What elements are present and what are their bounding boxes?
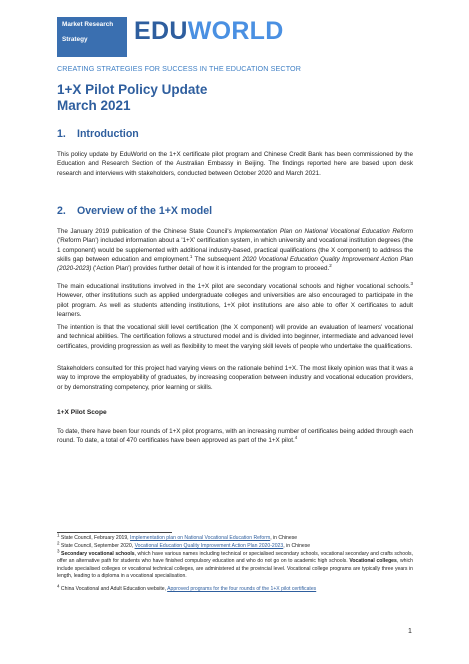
pilot-scope-subheading: 1+X Pilot Scope	[57, 409, 107, 416]
title-line-2: March 2021	[57, 98, 131, 113]
logo-line-1: Market Research	[62, 21, 114, 28]
section-1-number: 1.	[57, 128, 66, 140]
footnote-1-link[interactable]: Implementation plan on National Vocational Education Reform	[130, 535, 271, 541]
overview-paragraph-3: The intention is that the vocational skill level certification (the X component) will provide an evaluation of learners' vocational and technical abilities. The certification follows a structured model and is divided into beginner, intermediate and advanced level certificates, providing progression as well as flexibility to meet the varying skill levels of people who undertake the qualifications.	[57, 324, 413, 350]
footnote-3: $^3$ Secondary vocational schools, which have various names including technical or specialised secondary schools, vocational secondary and crafts schools, offer an alternative path for students who have finished compulsory education and who do not go on to academic high schools. Vocational colleges, which include specialised colleges or vocational technical colleges, are administered at the provincial level. Vocational college programs are typically three years in length, leading to a diploma in a vocational specialisation.	[57, 548, 414, 579]
overview-paragraph-2: The main educational institutions involved in the 1+X pilot are secondary vocational schools and higher vocational schools.$^3$ However, other institutions such as applied undergraduate colleges and universities are also encouraged to participate in the pilot program. As well as students attending institutions, 1+X pilot institutions are also able to offer X certificates to adult learners.	[57, 280, 413, 318]
section-2-heading	[57, 205, 212, 217]
section-2-number: 2.	[57, 205, 66, 217]
title-line-1: 1+X Pilot Policy Update	[57, 82, 208, 97]
footnote-2: $^2$ State Council, September 2020, Vocational Education Quality Improvement Action Plan 2020-2023, in Chinese	[57, 540, 311, 549]
action-plan-title: 2020 Vocational Education Quality Improvement Action Plan (2020-2023)	[57, 255, 413, 273]
logo-line-2: Strategy	[62, 35, 88, 43]
footnote-ref-2[interactable]: 2	[329, 263, 332, 269]
overview-paragraph-1: The January 2019 publication of the Chinese State Council's Implementation Plan on National Vocational Education Reform ('Reform Plan') included information about a '1+X' certification system, in which university and vocational institution degrees (the 1 component) would be supplemented with additional industry-based, practical qualifications (the X component) to address the skills gap between education and employment.$^1$ The subsequent 2020 Vocational Education Quality Improvement Action Plan (2020-2023) ('Action Plan') provides further detail of how it is intended for the program to proceed.$^2$	[57, 228, 413, 273]
overview-paragraph-4: Stakeholders consulted for this project had varying views on the rationale behind 1+X. The most likely opinion was that it was a way to improve the employability of graduates, by increasing cooperation between industry and vocational education providers, or by demonstrating competency, prior learning or skills.	[57, 365, 413, 391]
footnote-2-link[interactable]: Vocational Education Quality Improvement Action Plan 2020-2023	[134, 543, 284, 549]
pilot-scope-paragraph: To date, there have been four rounds of 1+X pilot programs, with an increasing number of certificates being added through each round. To date, a total of 470 certificates have been approved as part of the 1+X pilot.$^4$	[57, 428, 413, 445]
footnote-ref-1[interactable]: 1	[189, 253, 193, 259]
footnote-4: $^4$ China Vocational and Adult Education website, Approved programs for the four rounds of the 1+X pilot certificates	[57, 583, 317, 592]
market-research-logo	[57, 17, 127, 57]
section-2-title: Overview of the 1+X model	[77, 205, 213, 217]
footnote-ref-4[interactable]: 4	[294, 435, 298, 441]
footnote-1: $^1$ State Council, February 2019, Implementation plan on National Vocational Education Reform, in Chinese	[57, 532, 298, 541]
brand-part-world: WORLD	[187, 17, 284, 45]
eduworld-logo	[134, 16, 284, 46]
section-1-heading	[57, 128, 139, 140]
intro-paragraph: This policy update by EduWorld on the 1+X certificate pilot program and Chinese Credit Bank has been commissioned by the Education and Research Section of the Australian Embassy in Beijing. The findings reported here are based upon desk research and interviews with stakeholders, conducted between October 2020 and March 2021.	[57, 151, 413, 177]
footnote-4-link[interactable]: Approved programs for the four rounds of the 1+X pilot certificates	[167, 586, 317, 592]
document-title	[57, 82, 207, 114]
tagline: CREATING STRATEGIES FOR SUCCESS IN THE EDUCATION SECTOR	[57, 64, 302, 73]
reform-plan-title: Implementation Plan on National Vocational Education Reform	[234, 228, 413, 235]
brand-part-edu: EDU	[134, 17, 188, 45]
section-1-title: Introduction	[77, 128, 139, 140]
page-number: 1	[408, 628, 412, 635]
footnote-ref-3[interactable]: 3	[410, 280, 413, 286]
footnote-divider	[57, 532, 172, 533]
